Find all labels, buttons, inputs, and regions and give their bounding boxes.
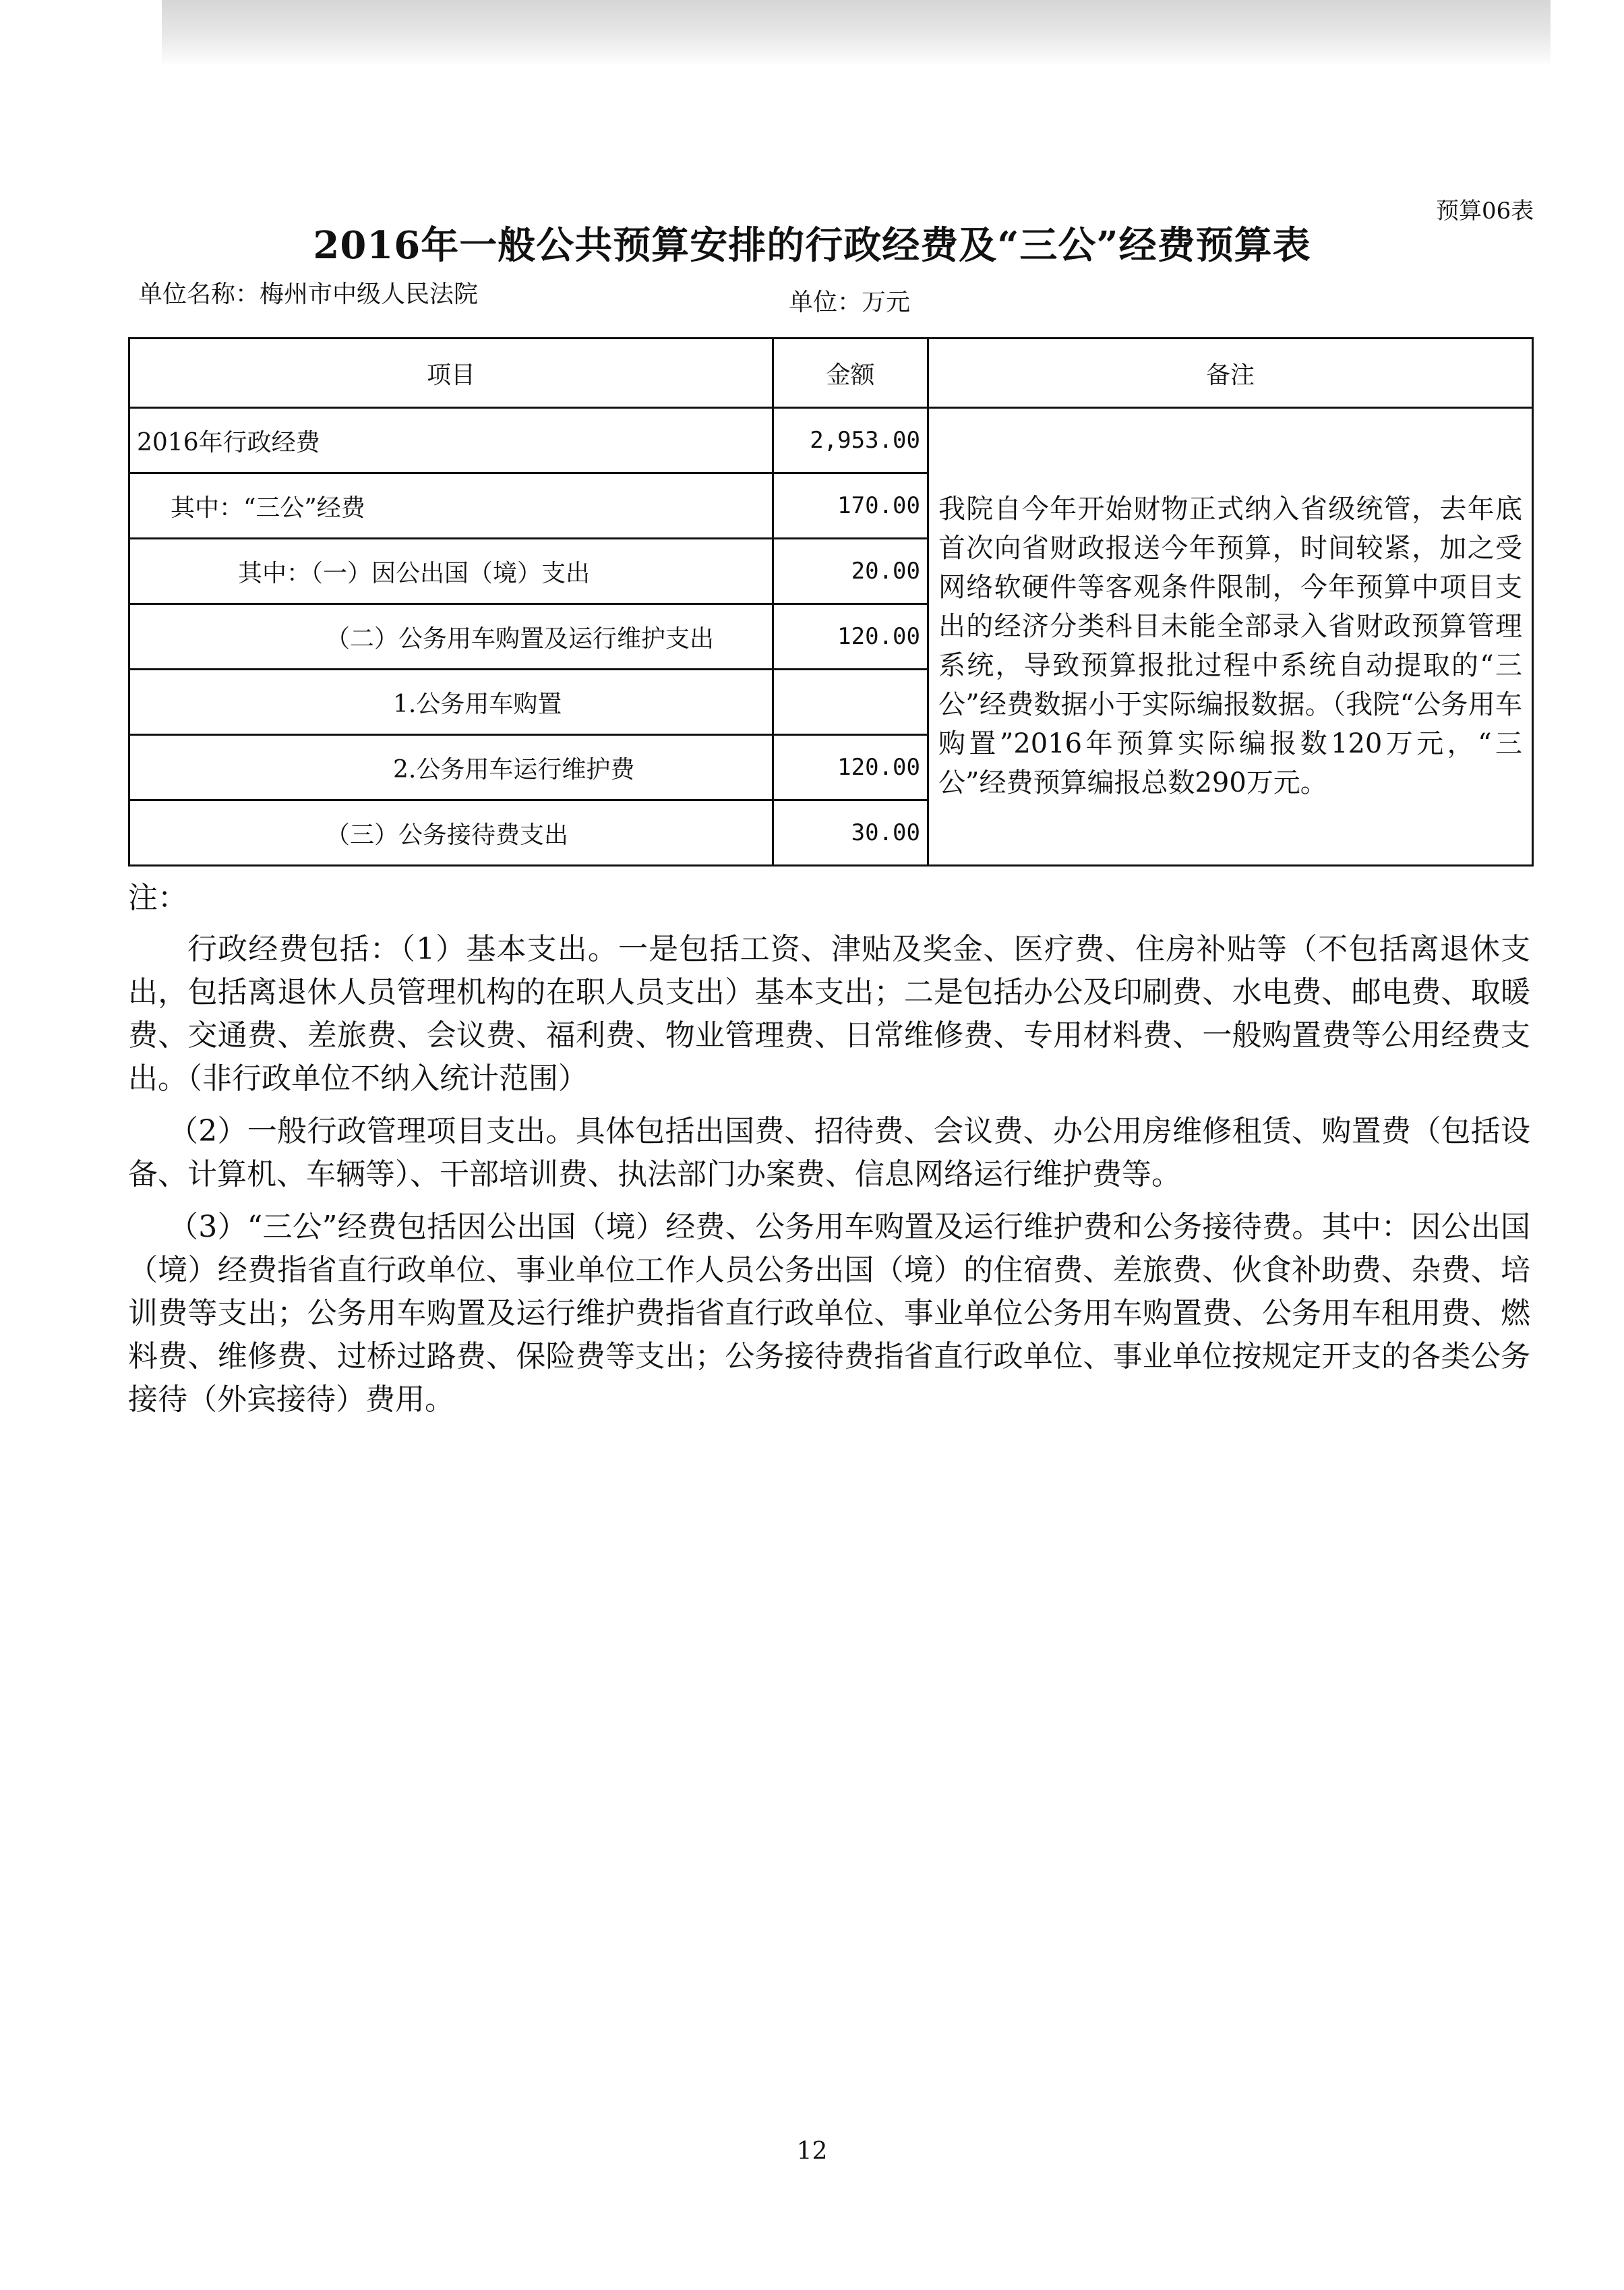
page-title: 2016年一般公共预算安排的行政经费及“三公”经费预算表 <box>313 223 1311 268</box>
row-item: 2.公务用车运行维护费 <box>129 735 773 800</box>
remark-cell: 我院自今年开始财物正式纳入省级统管，去年底首次向省财政报送今年预算，时间较紧，加之受网络软硬件等客观条件限制，今年预算中项目支出的经济分类科目未能全部录入省财政预算管理系统，导致预算报批过程中系统自动提取的“三公”经费数据小于实际编报数据。（我院“公务用车购置”2016年预算实际编报数120万元，“三公”经费预算编报总数290万元。 <box>928 408 1533 866</box>
row-amount: 30.00 <box>773 800 928 866</box>
notes-heading: 注： <box>128 881 187 915</box>
row-amount: 170.00 <box>773 473 928 539</box>
note-paragraph-1: 行政经费包括：（1）基本支出。一是包括工资、津贴及奖金、医疗费、住房补贴等（不包括离退休支出，包括离退休人员管理机构的在职人员支出）基本支出；二是包括办公及印刷费、水电费、邮电费、取暖费、交通费、差旅费、会议费、福利费、物业管理费、日常维修费、专用材料费、一般购置费等公用经费支出。（非行政单位不纳入统计范围） <box>128 932 1530 1096</box>
row-amount: 2,953.00 <box>773 408 928 473</box>
row-amount: 120.00 <box>773 604 928 670</box>
column-header-remark: 备注 <box>928 339 1533 408</box>
form-code: 预算06表 <box>1436 198 1534 225</box>
note-paragraph-2: （2）一般行政管理项目支出。具体包括出国费、招待费、会议费、办公用房维修租赁、购置费（包括设备、计算机、车辆等）、干部培训费、执法部门办案费、信息网络运行维护费等。 <box>128 1114 1530 1192</box>
row-item: 其中：（一）因公出国（境）支出 <box>129 539 773 604</box>
row-item: 其中：“三公”经费 <box>129 473 773 539</box>
notes-section <box>128 877 1530 1431</box>
row-amount: 20.00 <box>773 539 928 604</box>
table-row <box>129 408 1533 473</box>
table-header-row <box>129 339 1533 408</box>
unit-measure: 单位：万元 <box>789 289 911 316</box>
unit-name: 单位名称：梅州市中级人民法院 <box>138 281 479 308</box>
scan-shadow <box>162 0 1551 64</box>
page-number: 12 <box>796 2138 828 2165</box>
row-amount: 120.00 <box>773 735 928 800</box>
row-item: （三）公务接待费支出 <box>129 800 773 866</box>
note-paragraph-3: （3）“三公”经费包括因公出国（境）经费、公务用车购置及运行维护费和公务接待费。其中：因公出国（境）经费指省直行政单位、事业单位工作人员公务出国（境）的住宿费、差旅费、伙食补助费、杂费、培训费等支出；公务用车购置及运行维护费指省直行政单位、事业单位公务用车购置费、公务用车租用费、燃料费、维修费、过桥过路费、保险费等支出；公务接待费指省直行政单位、事业单位按规定开支的各类公务接待（外宾接待）费用。 <box>128 1210 1530 1417</box>
row-item: 2016年行政经费 <box>129 408 773 473</box>
row-item: （二）公务用车购置及运行维护支出 <box>129 604 773 670</box>
column-header-amount: 金额 <box>773 339 928 408</box>
budget-table <box>128 337 1534 867</box>
row-item: 1.公务用车购置 <box>129 670 773 735</box>
column-header-item: 项目 <box>129 339 773 408</box>
row-amount <box>773 670 928 735</box>
